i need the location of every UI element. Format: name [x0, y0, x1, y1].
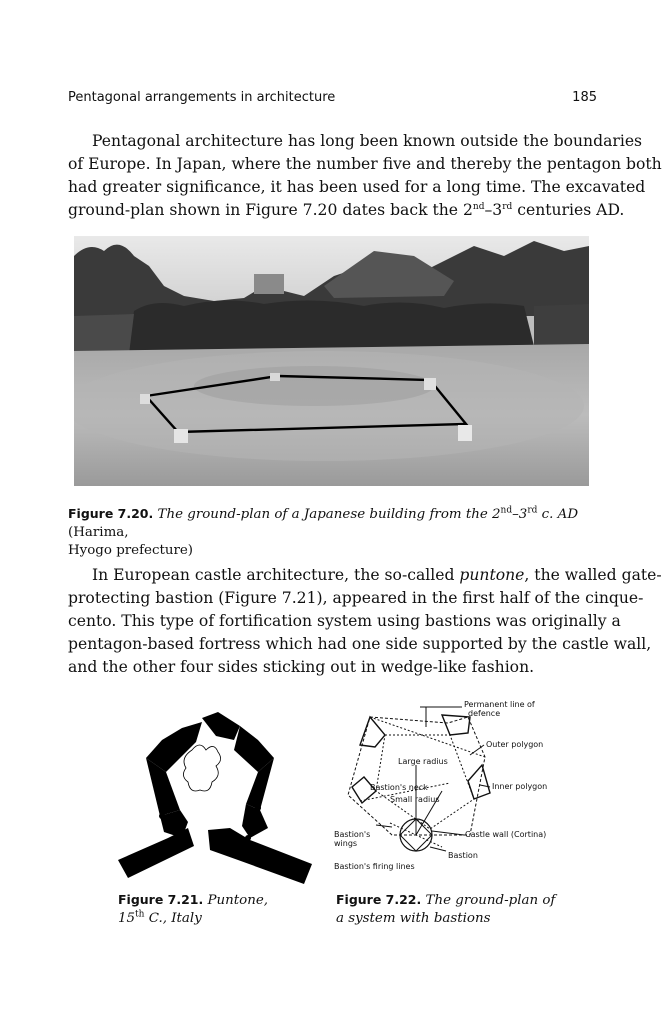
- sup: rd: [502, 201, 513, 212]
- para2-line: protecting bastion (Figure 7.21), appeared in the first half of the cinque-: [68, 589, 644, 607]
- sup: nd: [500, 505, 513, 516]
- figure-7-22-caption: [336, 891, 576, 928]
- para1-line: had greater significance, it has been used for a long time. The excavated: [68, 178, 646, 196]
- sup: rd: [527, 505, 538, 516]
- figure-7-21-caption: [118, 891, 318, 928]
- text: ground-plan shown in Figure 7.20 dates back the 2: [68, 201, 473, 219]
- photo-illustration: [74, 236, 589, 486]
- puntone-illustration: [118, 700, 328, 890]
- para2-line: cento. This type of fortification system using bastions was originally a: [68, 612, 621, 630]
- caption-italic: –3: [512, 507, 528, 522]
- para1-line: Pentagonal architecture has long been known outside the boundaries: [92, 132, 643, 150]
- sup: th: [135, 909, 145, 920]
- label-permanent-line: Permanent line of: [464, 700, 535, 709]
- para2-last-line: and the other four sides sticking out in wedge-like fashion.: [68, 658, 535, 676]
- label-defence: defence: [468, 709, 501, 718]
- label-bastion: Bastion: [448, 851, 478, 860]
- chapter-title: Pentagonal arrangements in architecture: [68, 90, 336, 105]
- figure-7-20-caption: [68, 505, 598, 560]
- para1-last-line: [68, 199, 625, 222]
- caption-italic: 15: [118, 911, 136, 926]
- text: , the walled gate-: [524, 566, 662, 584]
- excavation-photo: [74, 236, 589, 486]
- caption-text: (Harima,: [68, 525, 129, 540]
- caption-italic: The ground-plan of: [425, 893, 556, 908]
- label-bastions-neck: Bastion's neck: [370, 783, 428, 792]
- label-bastions-wings: Bastion's: [334, 830, 371, 839]
- text: –3: [484, 201, 503, 219]
- running-header: [68, 90, 597, 110]
- caption-italic: C., Italy: [144, 911, 202, 926]
- label-outer-polygon: Outer polygon: [486, 740, 544, 749]
- label-inner-polygon: Inner polygon: [492, 782, 548, 791]
- emphasis: puntone: [459, 566, 525, 584]
- sup: nd: [472, 201, 485, 212]
- label-wings: wings: [334, 839, 358, 848]
- caption-italic: c. AD: [537, 507, 579, 522]
- caption-label: Figure 7.21.: [118, 892, 204, 907]
- caption-text: Hyogo prefecture): [68, 543, 194, 558]
- bastion-diagram: [330, 695, 590, 880]
- label-castle-wall: Castle wall (Cortina): [465, 830, 547, 839]
- para2-line: pentagon-based fortress which had one side supported by the castle wall,: [68, 635, 652, 653]
- caption-italic: a system with bastions: [336, 911, 491, 926]
- caption-italic: The ground-plan of a Japanese building from the 2: [157, 507, 501, 522]
- caption-label: Figure 7.22.: [336, 892, 422, 907]
- text: In European castle architecture, the so-called: [92, 566, 460, 584]
- caption-italic: Puntone,: [207, 893, 269, 908]
- paragraph-1: [68, 130, 662, 222]
- para2-line: [68, 564, 662, 587]
- caption-label: Figure 7.20.: [68, 506, 154, 521]
- label-firing-lines: Bastion's firing lines: [334, 862, 415, 871]
- bastion-system-diagram: [330, 695, 590, 880]
- puntone-figure: [118, 700, 328, 890]
- page-number: 185: [572, 90, 597, 105]
- para1-line: of Europe. In Japan, where the number five and thereby the pentagon both: [68, 155, 662, 173]
- text: centuries AD.: [512, 201, 625, 219]
- paragraph-2: [68, 564, 662, 679]
- label-small-radius: Small radius: [390, 795, 440, 804]
- label-large-radius: Large radius: [398, 757, 448, 766]
